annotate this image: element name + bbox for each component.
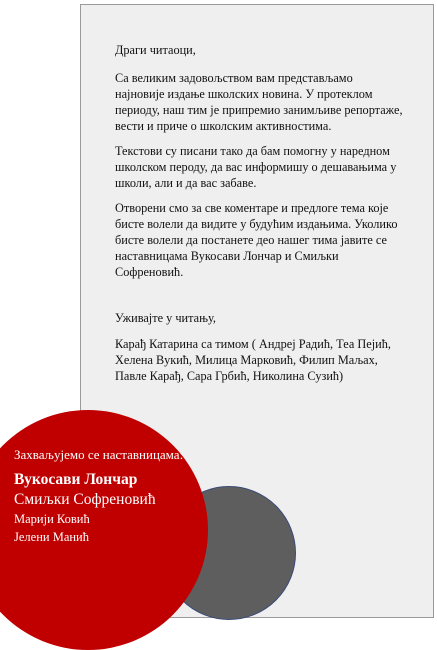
teacher-name: Јелени Манић <box>14 530 89 544</box>
teacher-name: Марији Ковић <box>14 512 90 526</box>
thanks-block <box>14 446 204 546</box>
letter-closing: Уживајте у читању, <box>115 311 216 325</box>
letter-greeting: Драги читаоци, <box>115 43 196 57</box>
letter-signature: Карађ Катарина са тимом ( Андреј Радић, Теа Пејић, Хелена Вукић, Милица Марковић, Филип Маљах, Павле Карађ, Сара Грбић, Николина Сузић) <box>115 337 391 383</box>
teacher-name: Вукосави Лончар <box>14 471 138 488</box>
teacher-name: Смиљки Софреновић <box>14 491 156 508</box>
letter-paragraph: Текстови су писани тако да бам помогну у наредном школском пероду, да вас информишу о дешавањима у школи, али и да вас забаве. <box>115 144 397 190</box>
letter-paragraph: Отворени смо за све коментаре и предлоге тема које бисте волели да видите у будућим издањима. Уколико бисте волели да постанете део нашег тима јавите се наставницама Вукосави Лончар и Смиљки Софреновић. <box>115 201 398 279</box>
letter-paragraph: Са великим задовољством вам представљамо најновије издање школских новина. У протеклом периоду, наш тим је припремио занимљиве репортаже, вести и приче о школским активностима. <box>115 71 403 133</box>
thanks-intro: Захваљујемо се наставницама: <box>14 447 184 462</box>
letter-body <box>115 42 405 393</box>
